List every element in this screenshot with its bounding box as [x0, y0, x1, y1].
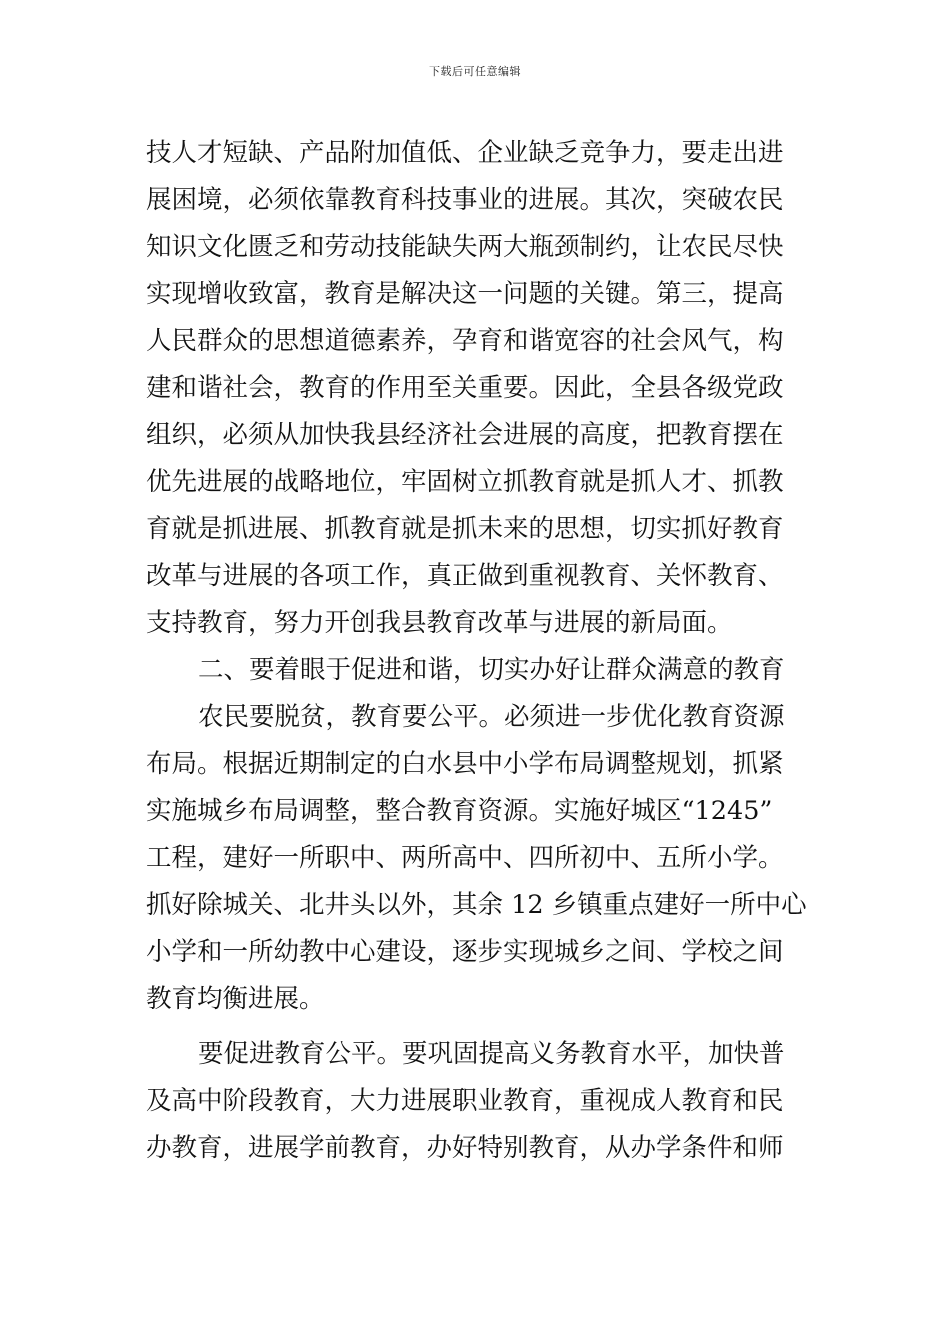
text-line: 工程，建好一所职中、两所高中、四所初中、五所小学。 — [146, 843, 784, 873]
text-line: 人民群众的思想道德素养，孕育和谐宽容的社会风气，构 — [146, 326, 784, 356]
text-line: 育就是抓进展、抓教育就是抓未来的思想，切实抓好教育 — [146, 514, 784, 544]
text-line: 要促进教育公平。要巩固提高义务教育水平，加快普 — [198, 1039, 785, 1069]
page-header: 下载后可任意编辑 — [429, 65, 521, 78]
text-line: 小学和一所幼教中心建设，逐步实现城乡之间、学校之间 — [146, 937, 784, 967]
text-line: 抓好除城关、北井头以外，其余 12 乡镇重点建好一所中心 — [146, 890, 807, 920]
text-line: 支持教育，努力开创我县教育改革与进展的新局面。 — [146, 608, 733, 638]
text-line: 组织，必须从加快我县经济社会进展的高度，把教育摆在 — [146, 420, 784, 450]
section-heading: 二、要着眼于促进和谐，切实办好让群众满意的教育 — [198, 655, 785, 685]
text-line: 改革与进展的各项工作，真正做到重视教育、关怀教育、 — [146, 561, 784, 591]
text-line: 实现增收致富，教育是解决这一问题的关键。第三，提高 — [146, 279, 784, 309]
text-line: 技人才短缺、产品附加值低、企业缺乏竞争力，要走出进 — [146, 138, 784, 168]
text-line: 优先进展的战略地位，牢固树立抓教育就是抓人才、抓教 — [146, 467, 784, 497]
text-line: 展困境，必须依靠教育科技事业的进展。其次，突破农民 — [146, 185, 784, 215]
text-line: 农民要脱贫，教育要公平。必须进一步优化教育资源 — [198, 702, 785, 732]
text-line: 教育均衡进展。 — [146, 984, 325, 1014]
text-line: 知识文化匮乏和劳动技能缺失两大瓶颈制约，让农民尽快 — [146, 232, 784, 262]
text-line: 布局。根据近期制定的白水县中小学布局调整规划，抓紧 — [146, 749, 784, 779]
text-line: 办教育，进展学前教育，办好特别教育，从办学条件和师 — [146, 1133, 784, 1163]
text-line: 实施城乡布局调整，整合教育资源。实施好城区“1245” — [146, 796, 773, 826]
text-line: 建和谐社会，教育的作用至关重要。因此，全县各级党政 — [146, 373, 784, 403]
document-body — [146, 130, 810, 1172]
text-line: 及高中阶段教育，大力进展职业教育，重视成人教育和民 — [146, 1086, 784, 1116]
